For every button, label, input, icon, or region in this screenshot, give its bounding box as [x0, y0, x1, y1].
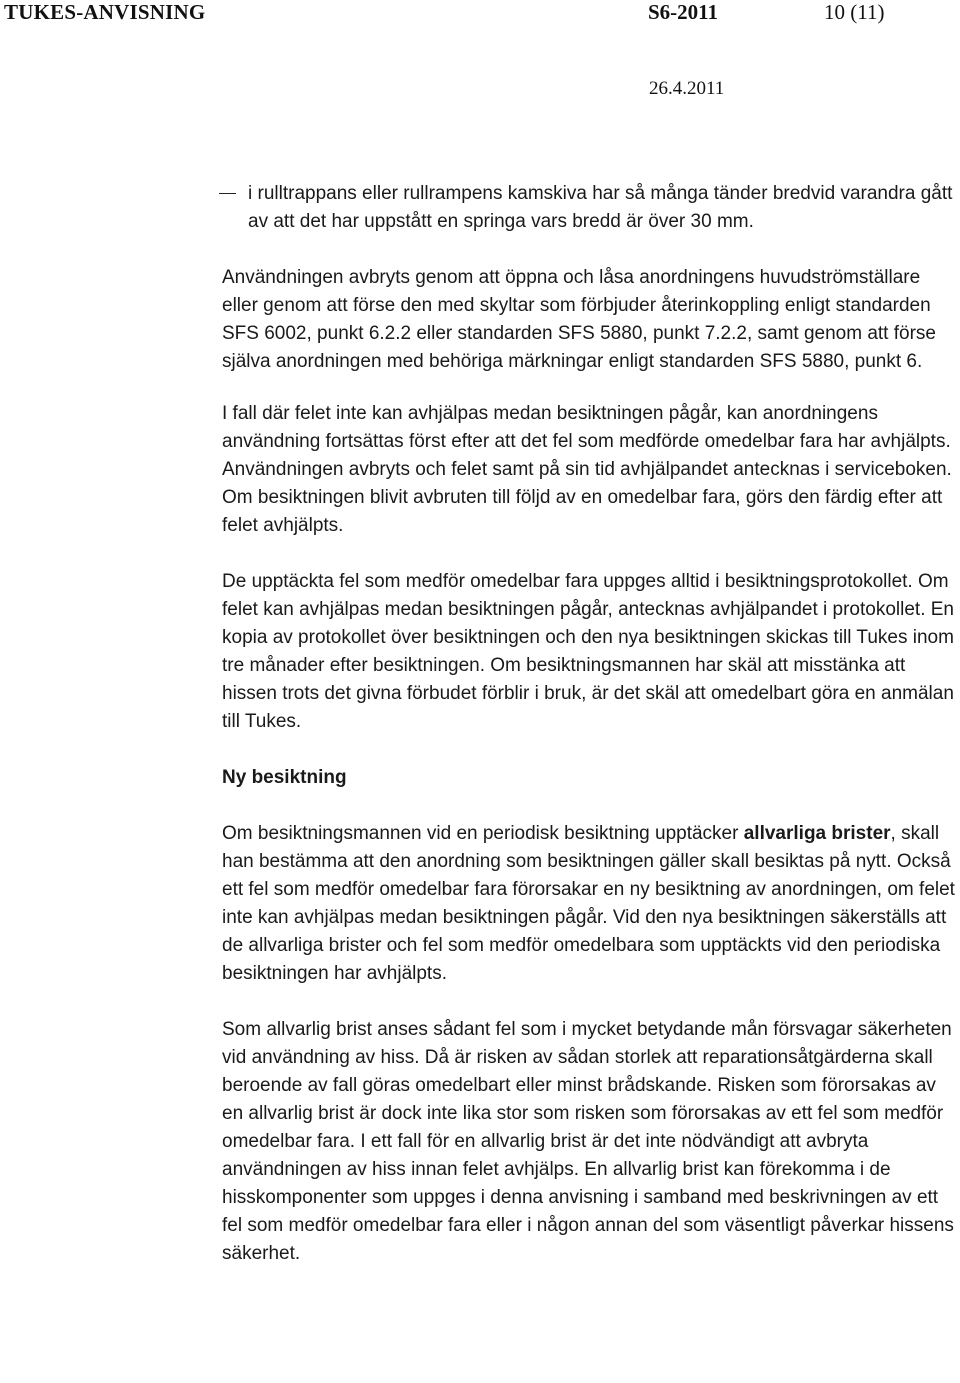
- document-body: [222, 180, 958, 1268]
- header-page-number: 10 (11): [824, 0, 885, 24]
- header-date: 26.4.2011: [649, 78, 725, 99]
- dash-bullet-icon: [219, 193, 236, 194]
- paragraph-new-inspection: [222, 820, 958, 988]
- paragraph-usage-interruption: Användningen avbryts genom att öppna och låsa anordningens huvudströmställare eller genom att förse den med skyltar som förbjuder återinkoppling enligt standarden SFS 6002, punkt 6.2.2 eller standarden SFS 5880, punkt 7.2.2, samt genom att förse själva anordningen med behöriga märkningar enligt standarden SFS 5880, punkt 6.: [222, 267, 936, 372]
- bold-term-allvarliga-brister: allvarliga brister: [743, 823, 891, 844]
- paragraph-new-inspection-start: Om besiktningsmannen vid en periodisk besiktning upptäcker: [222, 823, 744, 844]
- paragraph-protocol: De upptäckta fel som medför omedelbar fara uppges alltid i besiktningsprotokollet. Om felet kan avhjälpas medan besiktningen pågår, antecknas avhjälpandet i protokollet. En kopia av protokollet över besiktningen och den nya besiktningen skickas till Tukes inom tre månader efter besiktningen. Om besiktningsmannen har skäl att misstänka att hissen trots det givna förbudet förblir i bruk, är det skäl att omedelbart göra en anmälan till Tukes.: [222, 571, 954, 732]
- header-title: TUKES-ANVISNING: [4, 0, 206, 24]
- paragraph-fault-remedy: I fall där felet inte kan avhjälpas medan besiktningen pågår, kan anordningens användning fortsättas först efter att det fel som medförde omedelbar fara har avhjälpts. Användningen avbryts och felet samt på sin tid avhjälpandet antecknas i serviceboken. Om besiktningen blivit avbruten till följd av en omedelbar fara, görs den färdig efter att felet avhjälpts.: [222, 403, 952, 536]
- paragraph-new-inspection-rest: , skall han bestämma att den anordning som besiktningen gäller skall besiktas på nytt. Också ett fel som medför omedelbar fara förorsakar en ny besiktning av anordningen, om felet inte kan avhjälpas medan besiktningen pågår. Vid den nya besiktningen säkerställs att de allvarliga brister och fel som medför omedelbara som upptäckts vid den periodiska besiktningen har avhjälpts.: [222, 823, 955, 984]
- header-document-code: S6-2011: [648, 0, 719, 24]
- section-heading-ny-besiktning: Ny besiktning: [222, 767, 347, 788]
- paragraph-serious-defect: Som allvarlig brist anses sådant fel som i mycket betydande mån försvagar säkerheten vid användning av hiss. Då är risken av sådan storlek att reparationsåtgärderna skall beroende av fall göras omedelbart eller minst brådskande. Risken som förorsakas av en allvarlig brist är dock inte lika stor som risken som förorsakas av ett fel som medför omedelbar fara. I ett fall för en allvarlig brist är det inte nödvändigt att avbryta användningen av hiss innan felet avhjälps. En allvarlig brist kan förekomma i de hisskomponenter som uppges i denna anvisning i samband med beskrivningen av ett fel som medför omedelbar fara eller i någon annan del som väsentligt påverkar hissens säkerhet.: [222, 1019, 954, 1264]
- bullet-item-text: i rulltrappans eller rullrampens kamskiva har så många tänder bredvid varandra gått av att det har uppstått en springa vars bredd är över 30 mm.: [248, 183, 953, 232]
- bullet-item: [248, 180, 958, 236]
